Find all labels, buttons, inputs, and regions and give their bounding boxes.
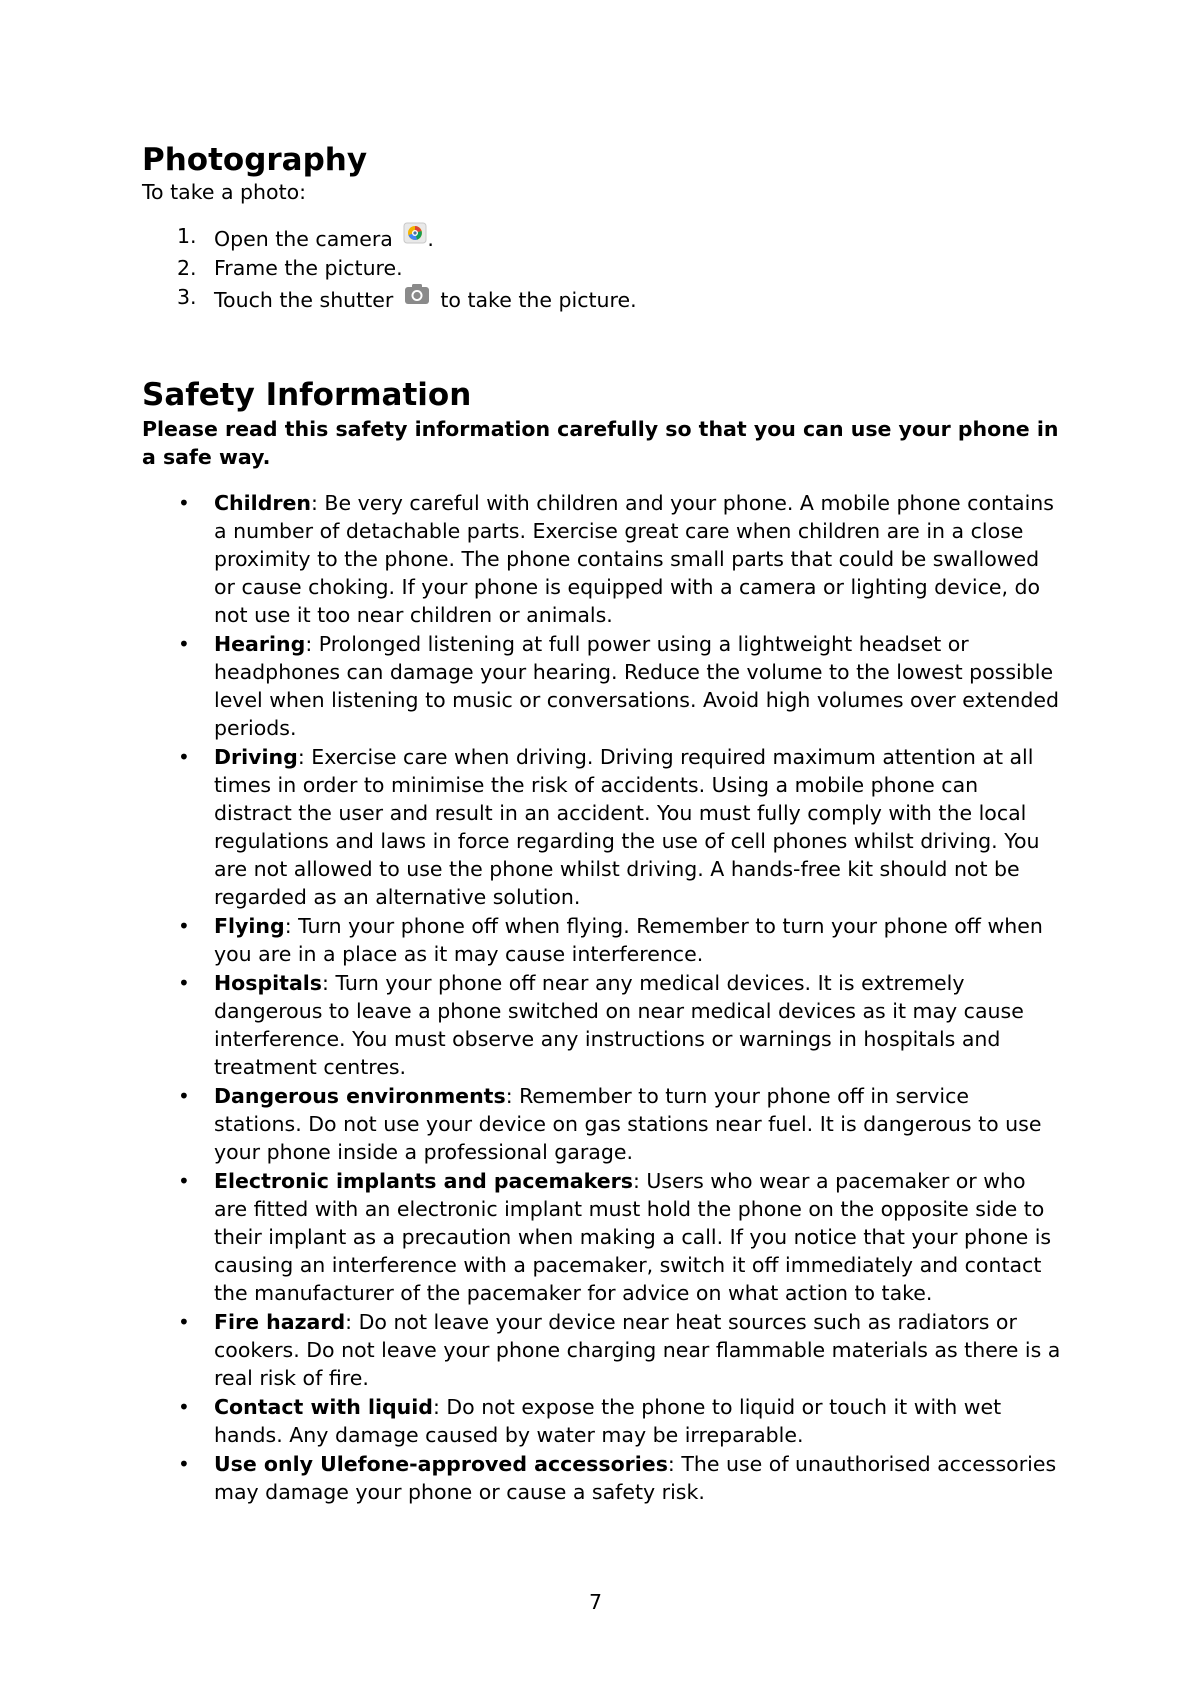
step-text-after: to take the picture.: [440, 288, 637, 312]
camera-app-icon: [403, 222, 427, 244]
safety-term: Electronic implants and pacemakers: [214, 1169, 633, 1193]
safety-term: Fire hazard: [214, 1310, 346, 1334]
photography-intro: To take a photo:: [142, 180, 307, 204]
bullet-icon: •: [178, 632, 190, 656]
safety-text: : Do not leave your device near heat sources such as radiators or cookers. Do not leave your phone charging near flammable materials as there is a real risk of fire.: [214, 1310, 1061, 1390]
safety-lead: Please read this safety information carefully so that you can use your phone in a safe way.: [142, 417, 1059, 469]
photography-heading: Photography: [142, 142, 368, 178]
bullet-icon: •: [178, 1310, 190, 1334]
safety-item-electronic-implants: [142, 1167, 1062, 1307]
safety-item-driving: [142, 743, 1062, 911]
bullet-icon: •: [178, 914, 190, 938]
step-text: Touch the shutter: [214, 288, 394, 312]
photo-steps-list: [142, 222, 1062, 315]
safety-item-dangerous-environments: [142, 1082, 1062, 1166]
safety-term: Contact with liquid: [214, 1395, 433, 1419]
safety-text: : Users who wear a pacemaker or who are fitted with an electronic implant must hold the phone on the opposite side to their implant as a precaution when making a call. If you notice that your phone is causing an interference with a pacemaker, switch it off immediately and contact the manufacturer of the pacemaker for advice on what action to take.: [214, 1169, 1052, 1305]
page-content: [142, 142, 1062, 1507]
photography-section: [142, 142, 1062, 315]
safety-item-flying: [142, 912, 1062, 968]
safety-text: : Turn your phone off near any medical devices. It is extremely dangerous to leave a phone switched on near medical devices as it may cause interference. You must observe any instructions or warnings in hospitals and treatment centres.: [214, 971, 1024, 1079]
safety-text: : Prolonged listening at full power using a lightweight headset or headphones can damage your hearing. Reduce the volume to the lowest possible level when listening to music or conversations. Avoid high volumes over extended periods.: [214, 632, 1059, 740]
safety-item-children: [142, 489, 1062, 629]
step-text: Open the camera: [214, 227, 393, 251]
safety-item-approved-accessories: [142, 1450, 1062, 1506]
safety-text: : Be very careful with children and your phone. A mobile phone contains a number of detachable parts. Exercise great care when children are in a close proximity to the phone. The phone contains small parts that could be swallowed or cause choking. If your phone is equipped with a camera or lighting device, do not use it too near children or animals.: [214, 491, 1054, 627]
safety-text: : Remember to turn your phone off in service stations. Do not use your device on gas stations near fuel. It is dangerous to use your phone inside a professional garage.: [214, 1084, 1042, 1164]
safety-item-contact-with-liquid: [142, 1393, 1062, 1449]
safety-term: Driving: [214, 745, 298, 769]
safety-term: Use only Ulefone-approved accessories: [214, 1452, 668, 1476]
safety-list: [142, 489, 1062, 1506]
bullet-icon: •: [178, 491, 190, 515]
bullet-icon: •: [178, 1452, 190, 1476]
bullet-icon: •: [178, 1169, 190, 1193]
safety-item-hearing: [142, 630, 1062, 742]
safety-text: : Do not expose the phone to liquid or touch it with wet hands. Any damage caused by water may be irreparable.: [214, 1395, 1002, 1447]
bullet-icon: •: [178, 1084, 190, 1108]
bullet-icon: •: [178, 1395, 190, 1419]
safety-term: Children: [214, 491, 311, 515]
safety-term: Dangerous environments: [214, 1084, 506, 1108]
safety-section: [142, 377, 1062, 1506]
step-text-after: .: [427, 227, 434, 251]
step-item: [142, 254, 1062, 283]
safety-term: Hearing: [214, 632, 306, 656]
bullet-icon: •: [178, 745, 190, 769]
bullet-icon: •: [178, 971, 190, 995]
safety-heading: Safety Information: [142, 377, 472, 413]
step-number: 1.: [177, 224, 197, 248]
safety-term: Flying: [214, 914, 285, 938]
safety-text: : Exercise care when driving. Driving required maximum attention at all times in order to minimise the risk of accidents. Using a mobile phone can distract the user and result in an accident. You must fully comply with the local regulations and laws in force regarding the use of cell phones whilst driving. You are not allowed to use the phone whilst driving. A hands-free kit should not be regarded as an alternative solution.: [214, 745, 1040, 909]
safety-text: : Turn your phone off when flying. Remember to turn your phone off when you are in a place as it may cause interference.: [214, 914, 1043, 966]
shutter-icon: [404, 283, 430, 305]
page-number: 7: [588, 1590, 603, 1614]
step-number: 3.: [177, 285, 197, 309]
step-item: [142, 283, 1062, 315]
safety-item-hospitals: [142, 969, 1062, 1081]
step-number: 2.: [177, 256, 197, 280]
step-item: [142, 222, 1062, 254]
step-text: Frame the picture.: [214, 256, 403, 280]
safety-term: Hospitals: [214, 971, 323, 995]
safety-text: : The use of unauthorised accessories may damage your phone or cause a safety risk.: [214, 1452, 1057, 1504]
safety-item-fire-hazard: [142, 1308, 1062, 1392]
